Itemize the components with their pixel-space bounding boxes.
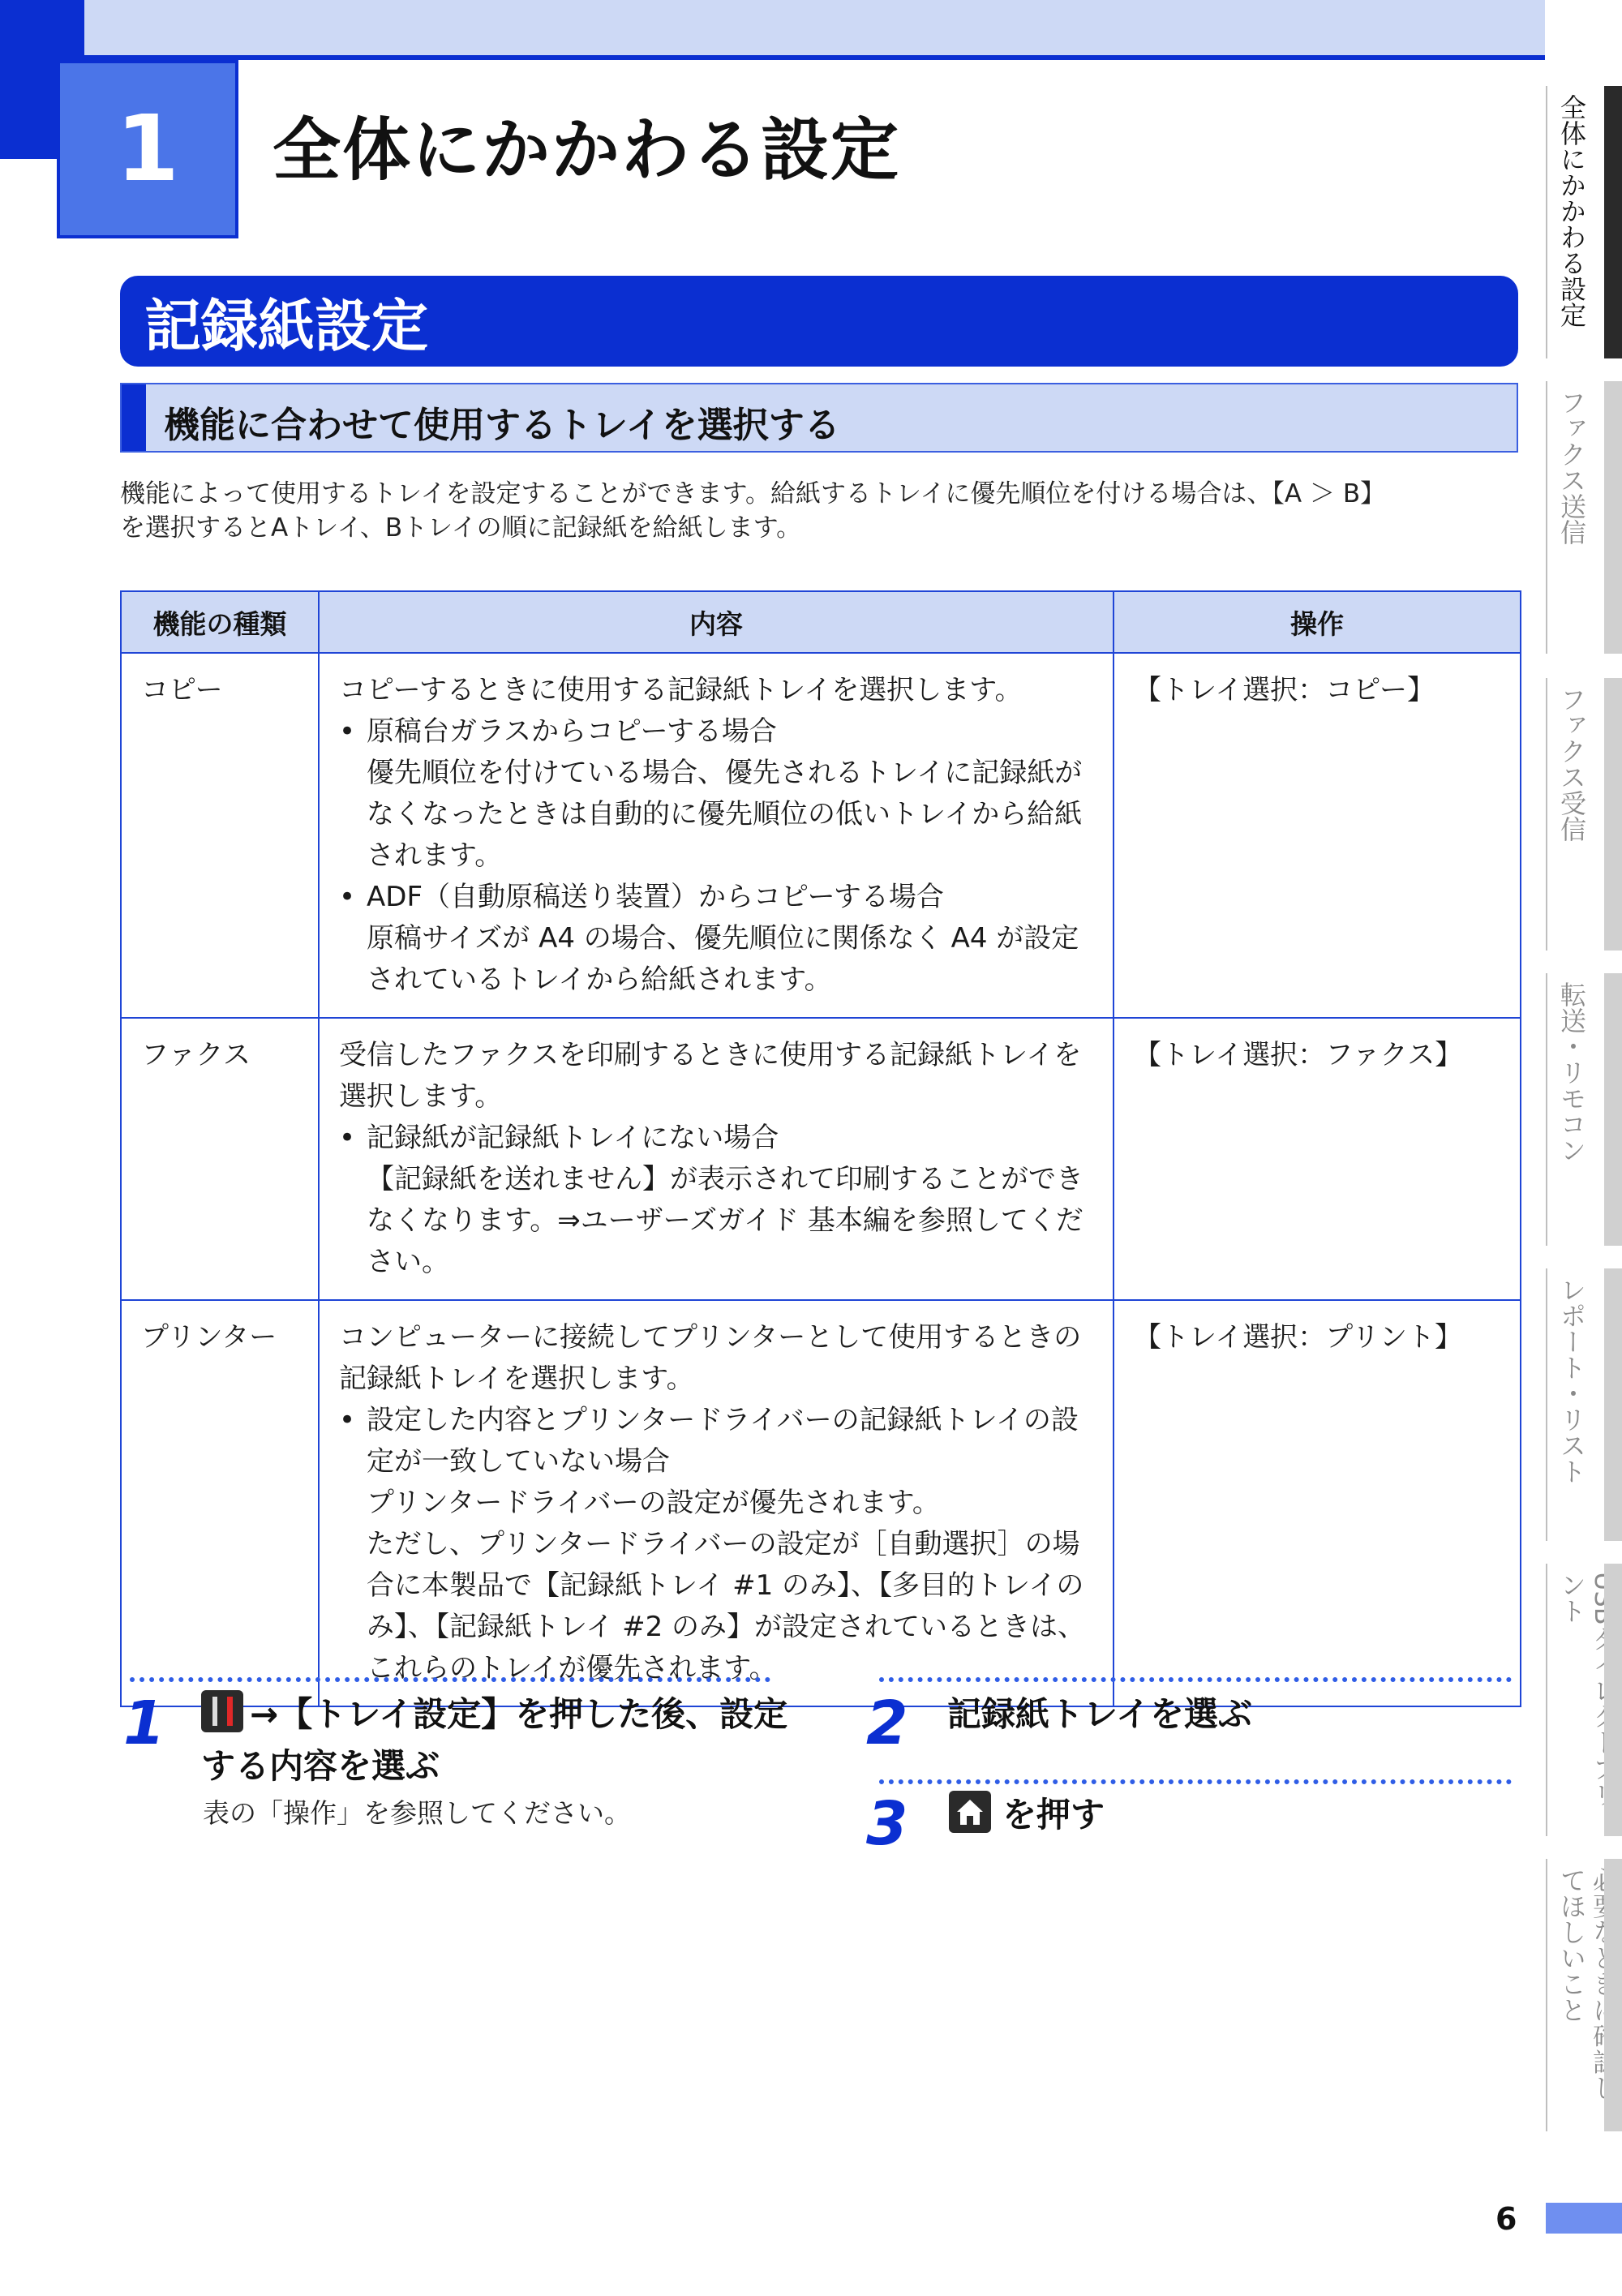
step-note: 表の「操作」を参照してください。 bbox=[203, 1797, 631, 1829]
side-tab-label: てほしいこと bbox=[1556, 1867, 1587, 2023]
side-tab-forward-remote[interactable] bbox=[1546, 973, 1603, 1246]
step-instruction: 記録紙トレイを選ぶ bbox=[947, 1694, 1252, 1734]
home-icon bbox=[949, 1791, 991, 1833]
side-tab-edge bbox=[1604, 1859, 1622, 2131]
section-title bbox=[120, 276, 1518, 367]
step-divider bbox=[879, 1677, 1512, 1682]
tray-settings-table bbox=[120, 590, 1521, 1707]
operation-cell: 【トレイ選択：ファクス】 bbox=[1114, 1018, 1521, 1300]
side-tab-label: ファクス送信 bbox=[1556, 389, 1587, 545]
step-text: を押す bbox=[1002, 1795, 1105, 1835]
bullet-item: • 記録紙が記録紙トレイにない場合 bbox=[339, 1118, 1093, 1159]
description-cell bbox=[319, 653, 1114, 1018]
subsection-marker bbox=[122, 384, 146, 451]
operation-cell: 【トレイ選択：コピー】 bbox=[1114, 653, 1521, 1018]
side-tab-edge bbox=[1604, 1564, 1622, 1836]
side-tab-edge bbox=[1604, 381, 1622, 654]
bullet-item: • 設定した内容とプリンタードライバーの記録紙トレイの設定が一致していない場合 bbox=[339, 1400, 1093, 1483]
operation-cell: 【トレイ選択：プリント】 bbox=[1114, 1300, 1521, 1706]
side-tab-label: レポート・リスト bbox=[1556, 1277, 1587, 1484]
side-tab-report-list[interactable] bbox=[1546, 1268, 1603, 1541]
side-tab-edge bbox=[1604, 678, 1622, 951]
description-lead: コンピューターに接続してプリンターとして使用するときの記録紙トレイを選択します。 bbox=[339, 1321, 1082, 1395]
bullet-item: • ADF（自動原稿送り装置）からコピーする場合 bbox=[339, 877, 1093, 918]
step-divider bbox=[130, 1677, 770, 1682]
tools-icon bbox=[201, 1690, 243, 1732]
step-instruction bbox=[949, 1789, 1105, 1841]
subsection-heading bbox=[120, 383, 1518, 453]
bullet-detail: ただし、プリンタードライバーの設定が［自動選択］の場合に本製品で【記録紙トレイ #1 のみ】、【多目的トレイのみ】、【記録紙トレイ #2 のみ】が設定されているときは、これらのトレイが優先されます。 bbox=[367, 1528, 1086, 1684]
function-type: コピー bbox=[121, 653, 319, 1018]
description-cell bbox=[319, 1300, 1114, 1706]
side-tab-label: 全体にかかわる設定 bbox=[1556, 94, 1587, 328]
bullet-item: • 原稿台ガラスからコピーする場合 bbox=[339, 711, 1093, 753]
function-type: プリンター bbox=[121, 1300, 319, 1706]
bullet-detail: 【記録紙を送れません】が表示されて印刷することができなくなります。⇒ユーザーズガイド 基本編を参照してください。 bbox=[367, 1163, 1083, 1278]
bullet-detail: 優先順位を付けている場合、優先されるトレイに記録紙がなくなったときは自動的に優先順位の低いトレイから給紙されます。 bbox=[367, 757, 1083, 872]
column-header: 操作 bbox=[1114, 591, 1521, 653]
side-tab-usb-print[interactable] bbox=[1546, 1564, 1603, 1836]
intro-paragraph bbox=[120, 477, 1523, 545]
side-tab-troubleshooting[interactable] bbox=[1546, 1859, 1603, 2131]
side-tab-edge bbox=[1604, 1268, 1622, 1541]
chapter-title: 全体にかかわる設定 bbox=[272, 110, 901, 190]
step-text: →【トレイ設定】を押した後、設定する内容を選ぶ bbox=[201, 1694, 788, 1786]
side-tab-fax-receive[interactable] bbox=[1546, 678, 1603, 951]
step-number: 1 bbox=[123, 1689, 165, 1758]
page-number-bar bbox=[1546, 2203, 1622, 2234]
function-type: ファクス bbox=[121, 1018, 319, 1300]
side-tab-label: ント bbox=[1556, 1572, 1587, 1624]
step-number: 2 bbox=[866, 1689, 908, 1758]
side-tab-general[interactable] bbox=[1546, 86, 1603, 358]
intro-line: を選択するとAトレイ、Bトレイの順に記録紙を給紙します。 bbox=[120, 513, 802, 543]
table-row bbox=[121, 653, 1521, 1018]
bullet-detail: プリンタードライバーの設定が優先されます。 bbox=[367, 1487, 940, 1519]
step-number: 3 bbox=[866, 1789, 908, 1859]
column-header: 内容 bbox=[319, 591, 1114, 653]
step-divider bbox=[879, 1779, 1512, 1784]
column-header: 機能の種類 bbox=[121, 591, 319, 653]
header-band bbox=[0, 0, 1545, 58]
description-cell bbox=[319, 1018, 1114, 1300]
description-lead: コピーするときに使用する記録紙トレイを選択します。 bbox=[339, 674, 1023, 706]
side-tab-label: ファクス受信 bbox=[1556, 686, 1587, 842]
table-header-row bbox=[121, 591, 1521, 653]
table-row bbox=[121, 1018, 1521, 1300]
side-tab-label: 転送・リモコン bbox=[1556, 981, 1587, 1163]
subsection-title: 機能に合わせて使用するトレイを選択する bbox=[164, 405, 840, 446]
page-number: 6 bbox=[1495, 2201, 1517, 2237]
section-title-text: 記録紙設定 bbox=[144, 292, 428, 359]
chapter-number: 1 bbox=[57, 60, 238, 238]
step-instruction bbox=[201, 1689, 801, 1792]
bullet-detail: 原稿サイズが A4 の場合、優先順位に関係なく A4 が設定されているトレイから給紙されます。 bbox=[367, 922, 1079, 996]
description-lead: 受信したファクスを印刷するときに使用する記録紙トレイを選択します。 bbox=[339, 1039, 1082, 1113]
side-tab-edge bbox=[1604, 973, 1622, 1246]
table-row bbox=[121, 1300, 1521, 1706]
side-tab-edge bbox=[1604, 86, 1622, 358]
side-tab-fax-send[interactable] bbox=[1546, 381, 1603, 654]
intro-line: 機能によって使用するトレイを設定することができます。給紙するトレイに優先順位を付ける場合は、【A ＞ B】 bbox=[120, 479, 1386, 509]
